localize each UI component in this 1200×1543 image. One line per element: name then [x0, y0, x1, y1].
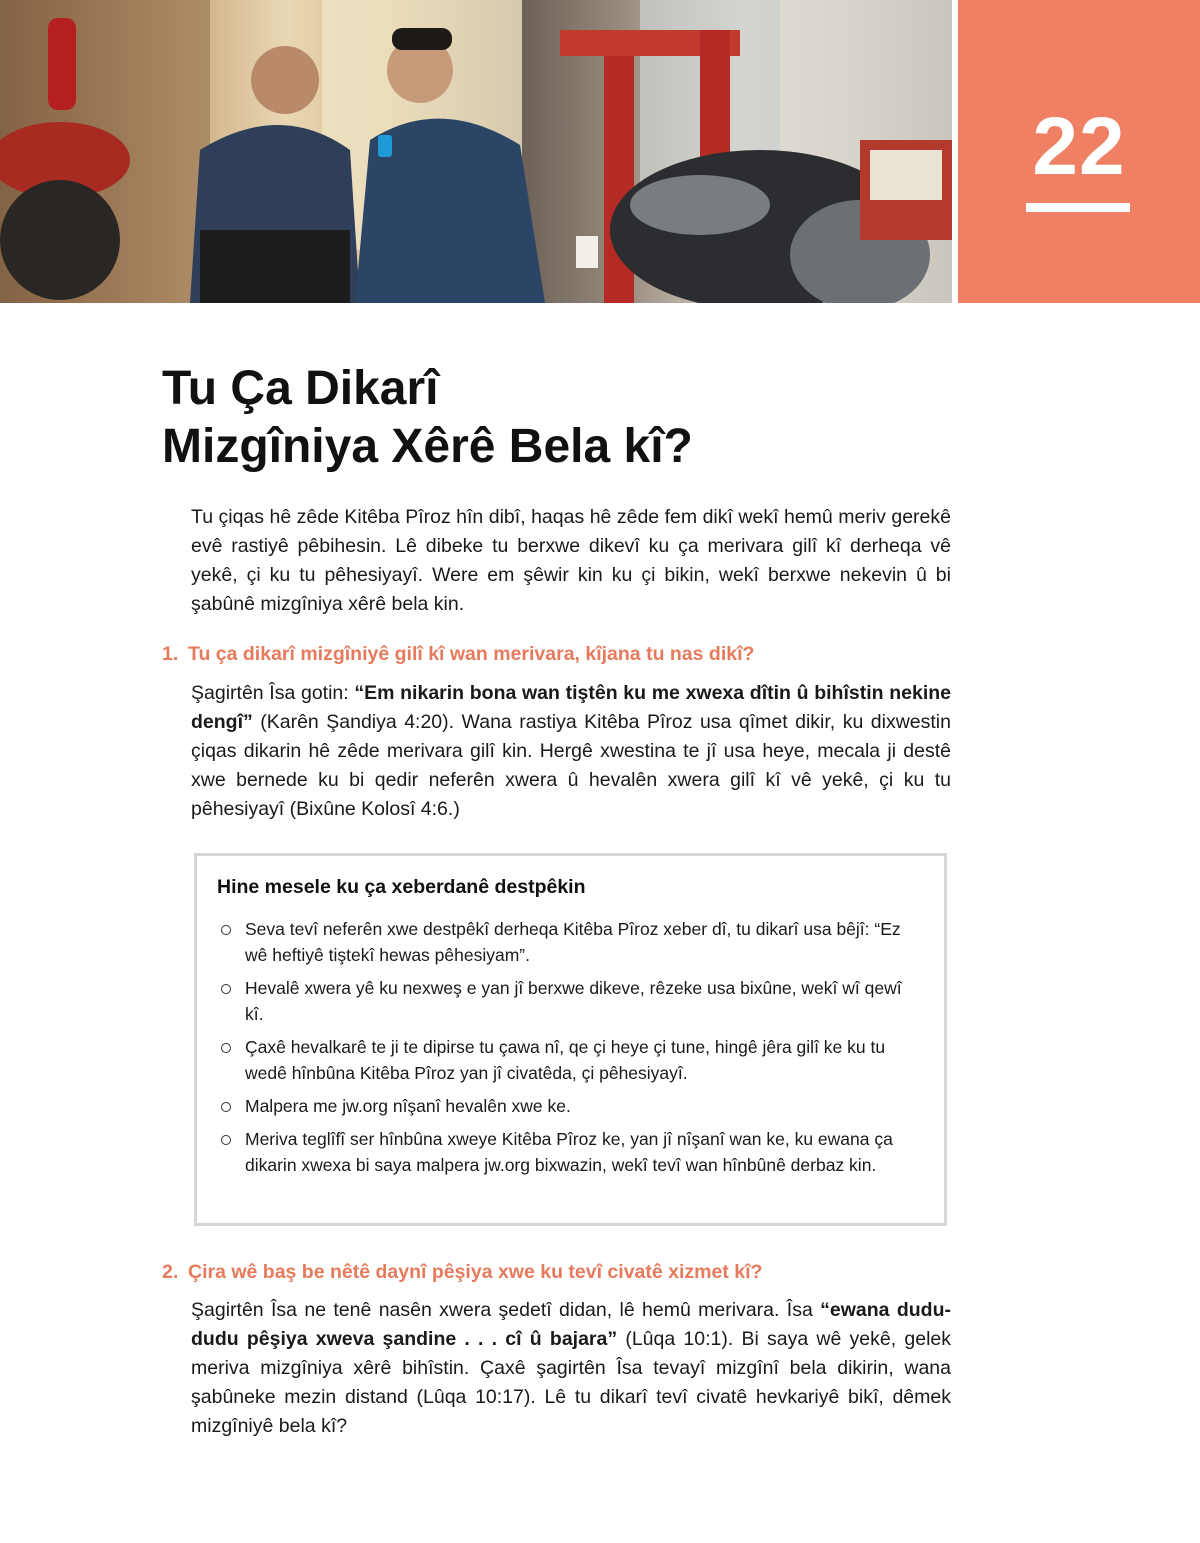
answer-2-lead: Şagirtên Îsa ne tenê nasên xwera şedetî didan, lê hemû merivara. Îsa [191, 1299, 821, 1321]
list-item [219, 1093, 919, 1119]
tips-list [219, 916, 919, 1185]
list-item-text: Çaxê hevalkarê te ji te dipirse tu çawa nî, qe çi heye çi tune, hingê jêra gilî ke ku tu wedê hînbûna Kitêba Pîroz yan jî civatêda, çi pêhesiyayî. [245, 1037, 886, 1083]
circle-bullet-icon [221, 1135, 231, 1145]
question-2-text: Çira wê baş be nêtê daynî pêşiya xwe ku tevî civatê xizmet kî? [188, 1261, 763, 1283]
answer-1-quote: “Em nikarin bona wan tiştên ku me xwexa dîtin û bihîstin nekine dengî” [191, 682, 951, 733]
answer-1-paragraph [191, 679, 951, 824]
list-item-text: Malpera me jw.org nîşanî hevalên xwe ke. [245, 1096, 571, 1116]
answer-2-rest: (Lûqa 10:1). Bi saya wê yekê, gelek meriva mizgîniya xêrê bihîstin. Çaxê şagirtên Îsa tevayî mizgînî bela dikirin, wana şabûneke mezin distand (Lûqa 10:17). Lê tu dikarî tevî civatê hevkariyê bikî, dêmek mizgîniyê bela kî? [191, 1328, 951, 1437]
question-2-number: 2. [162, 1261, 179, 1283]
list-item-text: Meriva teglîfî ser hînbûna xweye Kitêba Pîroz ke, yan jî nîşanî wan ke, ku ewana ça dikarin xwexa bi saya malpera jw.org bixwazin, wekî tevî wan hînbûnê derbaz kin. [245, 1129, 893, 1175]
box-title: Hine mesele ku ça xeberdanê destpêkin [217, 876, 586, 898]
circle-bullet-icon [221, 925, 231, 935]
conversation-tips-box [194, 853, 947, 1226]
circle-bullet-icon [221, 1043, 231, 1053]
list-item [219, 975, 919, 1027]
answer-2-quote: “ewana dudu-dudu pêşiya xweva şandine . . . cî û bajara” [191, 1299, 951, 1350]
header-photo [0, 0, 952, 303]
circle-bullet-icon [221, 984, 231, 994]
chapter-badge [958, 0, 1200, 303]
intro-paragraph: Tu çiqas hê zêde Kitêba Pîroz hîn dibî, haqas hê zêde fem dikî wekî hemû meriv gerekê evê rastiyê pêbihesin. Lê dibeke tu berxwe dikevî ku ça merivara gilî kî derheqa vê yekê, çi ku tu pêhesiyayî. Were em şêwir kin ku çi bikin, wekî berxwe nekevin û bi şabûnê mizgîniya xêrê bela kin. [191, 506, 951, 615]
list-item-text: Seva tevî neferên xwe destpêkî derheqa Kitêba Pîroz xeber dî, tu dikarî usa bêjî: “Ez wê heftiyê tiştekî hewas pêhesiyam”. [245, 919, 901, 965]
answer-1-lead: Şagirtên Îsa gotin: [191, 682, 355, 704]
question-1-text: Tu ça dikarî mizgîniyê gilî kî wan merivara, kîjana tu nas dikî? [188, 643, 755, 665]
answer-1-rest: (Karên Şandiya 4:20). Wana rastiya Kitêba Pîroz usa qîmet dikir, ku dixwestin çiqas dikarin hê zêde merivara gilî kin. Hergê xwestina te jî usa heye, mecala ji destê xwe bernede ku bi qedir neferên xwera û hevalên xwera gilî kî vê yekê, çi ku tu pêhesiyayî (Bixûne Kolosî 4:6.) [191, 711, 951, 820]
question-1-number: 1. [162, 643, 179, 665]
workshop-scene-illustration [0, 0, 952, 303]
answer-2-paragraph [191, 1296, 951, 1441]
list-item [219, 916, 919, 968]
chapter-number: 22 [1032, 101, 1126, 192]
list-item [219, 1126, 919, 1178]
circle-bullet-icon [221, 1102, 231, 1112]
question-2-heading [162, 1261, 962, 1284]
page-title [162, 360, 982, 476]
chapter-underline [1026, 203, 1130, 212]
title-line-1: Tu Ça Dikarî [162, 362, 439, 415]
question-1-heading [162, 643, 962, 666]
list-item-text: Hevalê xwera yê ku nexweş e yan jî berxwe dikeve, rêzeke usa bixûne, wekî wî qewî kî. [245, 978, 902, 1024]
list-item [219, 1034, 919, 1086]
title-line-2: Mizgîniya Xêrê Bela kî? [162, 420, 693, 473]
